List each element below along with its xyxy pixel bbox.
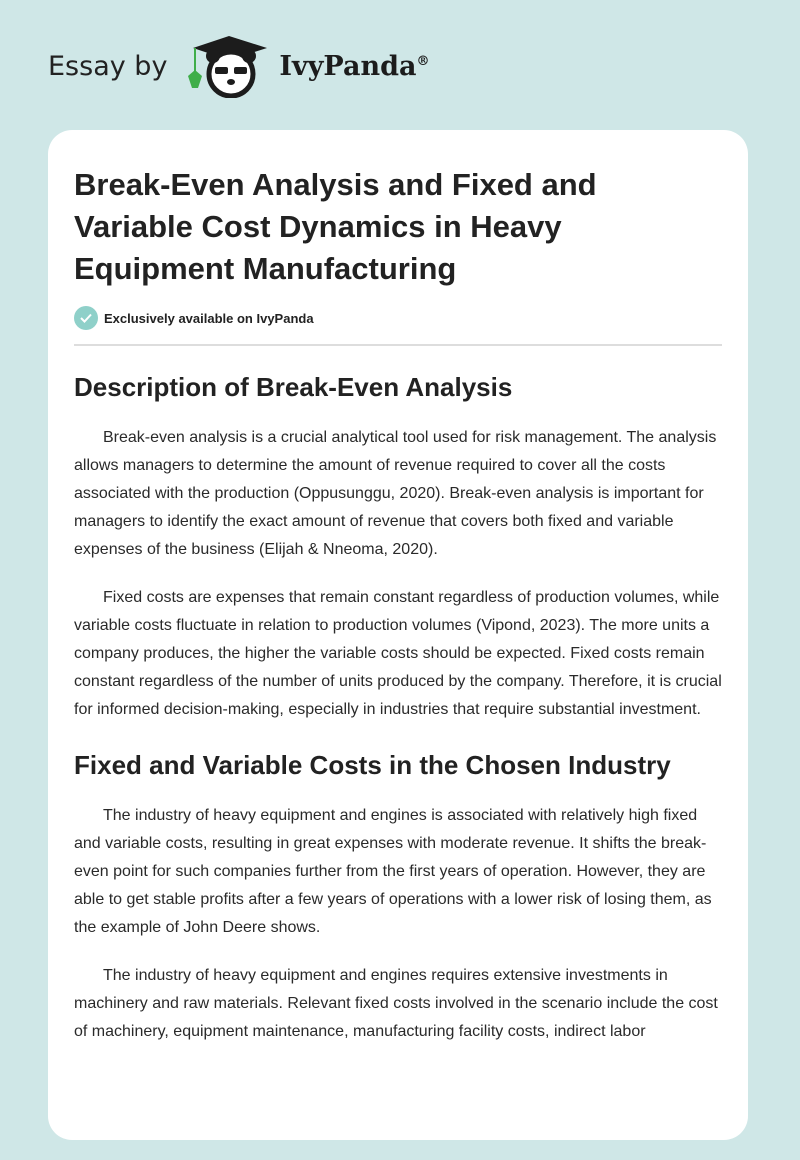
paragraph: Break-even analysis is a crucial analytical tool used for risk management. The analysis allows managers to determine the amount of revenue required to cover all the costs associated with the production (Oppusunggu, 2020). Break-even analysis is important for managers to identify the exact amount of revenue that covers both fixed and variable expenses of the business (Elijah & Nneoma, 2020). xyxy=(74,429,717,558)
paragraph: The industry of heavy equipment and engines is associated with relatively high fixed and variable costs, resulting in great expenses with moderate revenue. It shifts the break-even point for such companies further from the first years of operation. However, they are able to get stable profits after a few years of operations with a lower risk of losing them, as the example of John Deere shows. xyxy=(74,807,712,936)
check-icon xyxy=(74,306,98,330)
section-fixed-variable-costs xyxy=(74,744,722,1046)
page-title: Break-Even Analysis and Fixed and Variable Cost Dynamics in Heavy Equipment Manufacturing xyxy=(74,167,597,286)
section-heading: Description of Break-Even Analysis xyxy=(74,372,513,402)
panda-logo-icon xyxy=(185,34,271,98)
section-heading: Fixed and Variable Costs in the Chosen Industry xyxy=(74,750,671,780)
paragraph: Fixed costs are expenses that remain constant regardless of production volumes, while variable costs fluctuate in relation to production volumes (Vipond, 2023). The more units a company produces, the higher the variable costs should be expected. Fixed costs remain constant regardless of the number of units produced by the company. Therefore, it is crucial for informed decision-making, especially in industries that require substantial investment. xyxy=(74,589,722,718)
exclusive-badge xyxy=(74,306,722,330)
divider xyxy=(74,344,722,346)
essay-by-label: Essay by xyxy=(48,50,168,82)
paragraph: The industry of heavy equipment and engines requires extensive investments in machinery and raw materials. Relevant fixed costs involved in the scenario include the cost of machinery, equipment maintenance, manufacturing facility costs, indirect labor xyxy=(74,967,718,1040)
section-description xyxy=(74,366,722,724)
essay-card xyxy=(48,130,748,1140)
exclusive-label: Exclusively available on IvyPanda xyxy=(104,310,314,326)
brand-name: IvyPanda® xyxy=(279,50,430,82)
brand-header xyxy=(48,36,430,96)
